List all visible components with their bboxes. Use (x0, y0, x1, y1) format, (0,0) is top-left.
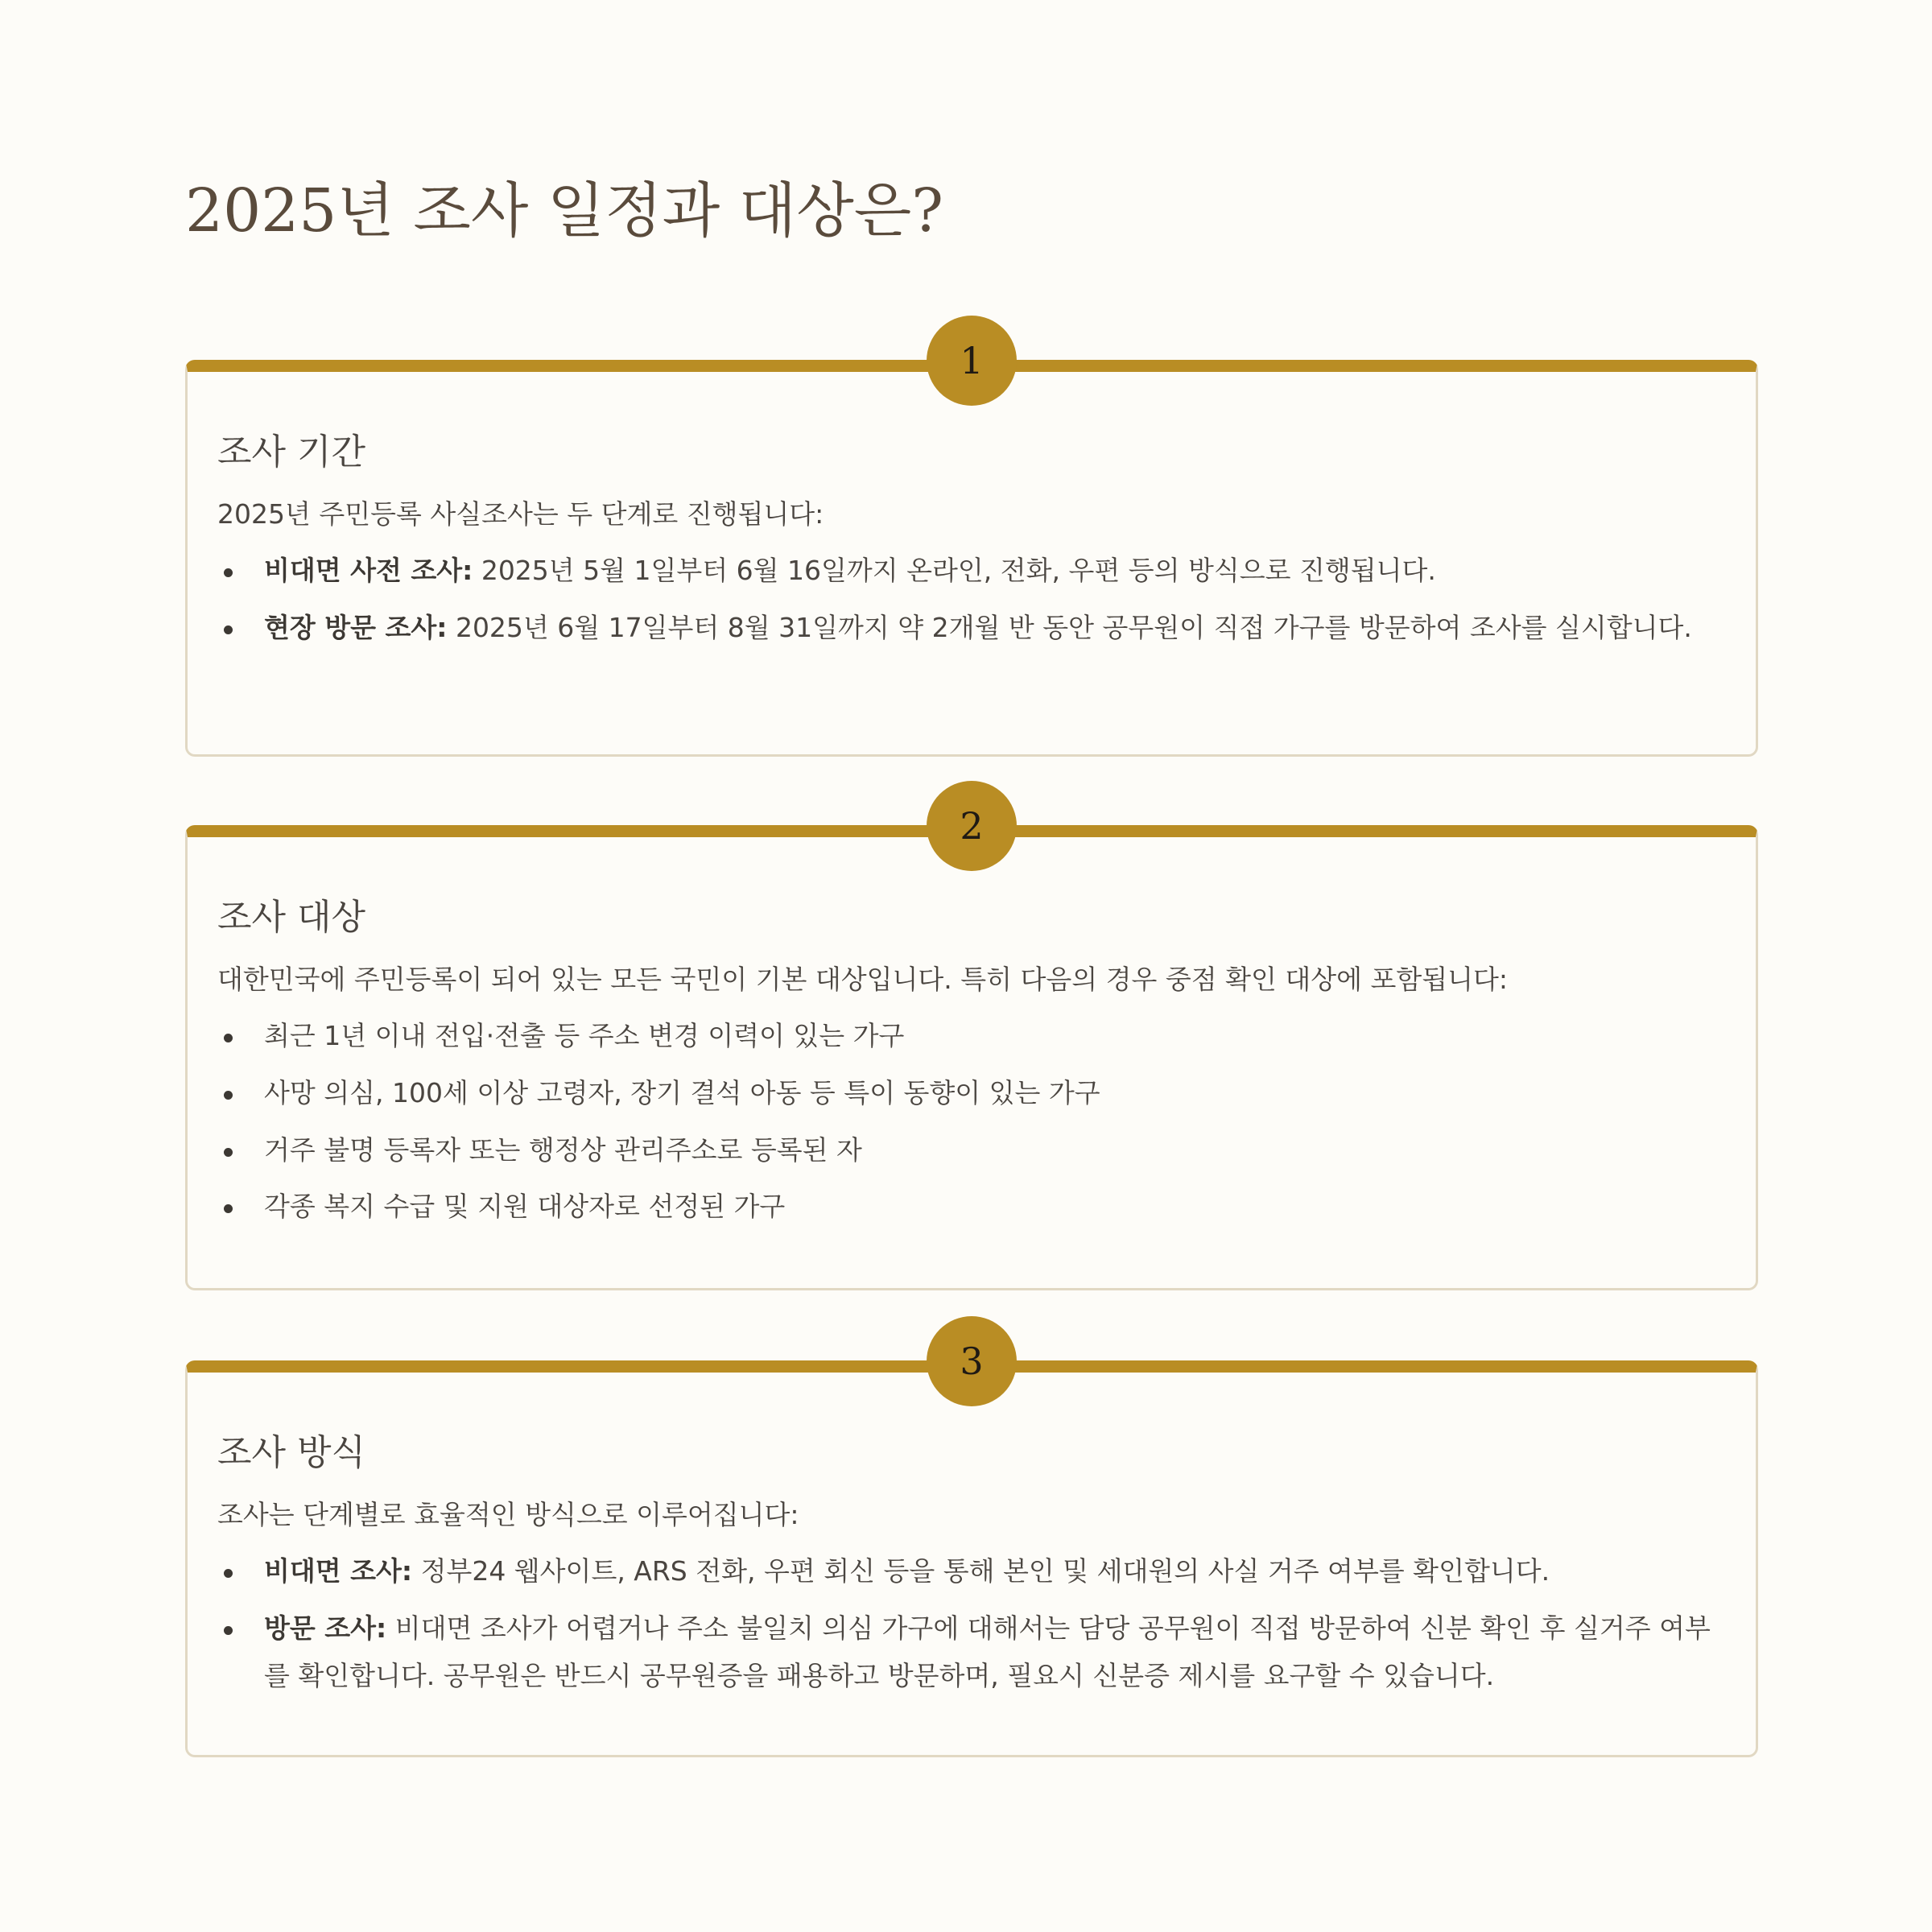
item-term: 비대면 사전 조사: (264, 555, 473, 587)
list-item (217, 1605, 1726, 1699)
list-item (217, 1548, 1726, 1596)
section-list (217, 1013, 1726, 1231)
step-number-badge: 2 (927, 781, 1017, 871)
item-term: 방문 조사: (264, 1612, 387, 1644)
section-heading: 조사 방식 (217, 1432, 366, 1473)
list-item (217, 605, 1726, 652)
page-title: 2025년 조사 일정과 대상은? (185, 176, 943, 246)
list-item: 각종 복지 수급 및 지원 대상자로 선정된 가구 (217, 1183, 1726, 1231)
item-term: 비대면 조사: (264, 1555, 413, 1587)
item-text: 2025년 5월 1일부터 6월 16일까지 온라인, 전화, 우편 등의 방식으로 진행됩니다. (473, 555, 1436, 587)
section-intro: 2025년 주민등록 사실조사는 두 단계로 진행됩니다: (217, 498, 824, 530)
item-text: 정부24 웹사이트, ARS 전화, 우편 회신 등을 통해 본인 및 세대원의 사실 거주 여부를 확인합니다. (412, 1555, 1550, 1587)
section-card-survey-target (185, 804, 1758, 1290)
section-heading: 조사 대상 (217, 897, 366, 938)
section-card-survey-method (185, 1340, 1758, 1757)
section-intro: 대한민국에 주민등록이 되어 있는 모든 국민이 기본 대상입니다. 특히 다음의 경우 중점 확인 대상에 포함됩니다: (217, 964, 1508, 995)
step-number-badge: 1 (927, 316, 1017, 406)
list-item: 최근 1년 이내 전입·전출 등 주소 변경 이력이 있는 가구 (217, 1013, 1726, 1060)
section-list (217, 1548, 1726, 1699)
list-item (217, 547, 1726, 595)
step-number-badge: 3 (927, 1316, 1017, 1406)
section-intro: 조사는 단계별로 효율적인 방식으로 이루어집니다: (217, 1499, 799, 1530)
item-term: 현장 방문 조사: (264, 611, 448, 643)
section-list (217, 547, 1726, 651)
section-heading: 조사 기간 (217, 431, 366, 473)
section-card-survey-period (185, 339, 1758, 757)
item-text: 2025년 6월 17일부터 8월 31일까지 약 2개월 반 동안 공무원이 직접 가구를 방문하여 조사를 실시합니다. (447, 611, 1692, 643)
list-item: 거주 불명 등록자 또는 행정상 관리주소로 등록된 자 (217, 1127, 1726, 1174)
list-item: 사망 의심, 100세 이상 고령자, 장기 결석 아동 등 특이 동향이 있는 가구 (217, 1070, 1726, 1117)
item-text: 비대면 조사가 어렵거나 주소 불일치 의심 가구에 대해서는 담당 공무원이 직접 방문하여 신분 확인 후 실거주 여부를 확인합니다. 공무원은 반드시 공무원증을 패용하고 방문하며, 필요시 신분증 제시를 요구할 수 있습니다. (264, 1612, 1711, 1691)
